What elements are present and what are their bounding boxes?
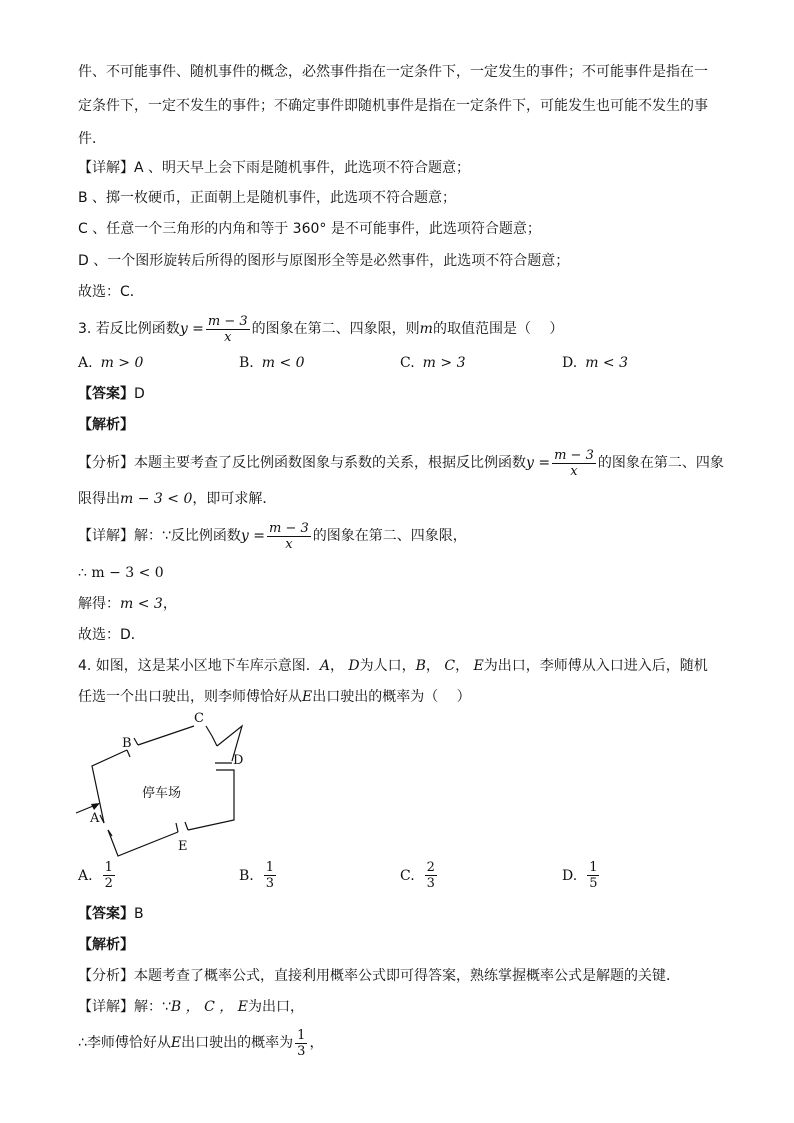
- q4-fenxi-tag: 【分析】: [78, 968, 134, 984]
- q3-option-b-text: m < 0: [261, 355, 305, 371]
- q3-stem-prefix: 3. 若反比例函数: [78, 321, 180, 337]
- parking-lot-outline: [72, 708, 257, 860]
- q3-step2: [78, 594, 177, 614]
- q3-answer: [78, 384, 145, 404]
- q3-answer-value: D: [134, 386, 145, 402]
- q4-final-suffix: ，: [309, 1035, 324, 1051]
- q4-option-a-den: 2: [104, 876, 113, 891]
- gate-a-label: A: [90, 811, 100, 826]
- q4-option-a-frac: [103, 860, 115, 891]
- q3-xiangjie-frac-den: x: [285, 536, 293, 552]
- q4-stem1-c: C: [444, 658, 456, 674]
- q3-answer-tag: 【答案】: [78, 386, 134, 402]
- q3-step2-prefix: 解得：: [78, 596, 120, 612]
- q3-option-c-text: m > 3: [422, 355, 466, 371]
- gate-e-mark-1: [176, 823, 178, 832]
- gate-e-mark-2: [185, 822, 188, 830]
- q4-option-c-den: 3: [426, 876, 435, 891]
- q3-fenxi-frac-den: x: [570, 463, 578, 479]
- q4-option-a-label: A.: [78, 867, 93, 884]
- q4-option-b-den: 3: [265, 876, 275, 891]
- q4-xiangjie-prefix: 解：∵: [134, 999, 171, 1015]
- q4-final-var: E: [170, 1035, 182, 1051]
- q4-option-d-frac: [587, 860, 599, 891]
- gate-b-mark-2: [134, 738, 138, 745]
- detail-a-text: A 、明天早上会下雨是随机事件，此选项不符合题意；: [134, 160, 471, 176]
- q4-final-num: 1: [297, 1027, 306, 1043]
- q4-option-b-frac: [264, 860, 276, 891]
- q4-option-c-num: 2: [426, 860, 435, 875]
- q4-option-d-num: 1: [589, 860, 598, 875]
- q4-stem2-var: E: [302, 689, 313, 705]
- gate-c-label: C: [194, 711, 204, 726]
- q3-fenxi-fraction: [552, 448, 596, 479]
- q3-option-d-text: m < 3: [585, 355, 629, 371]
- q3-fenxi-line2: [78, 489, 276, 509]
- q2-detail-b: B 、掷一枚硬币，正面朝上是随机事件，此选项不符合题意；: [78, 190, 457, 206]
- q3-step2-math: m < 3: [120, 596, 163, 612]
- q4-xiangjie-vars: B ， C ， E: [170, 999, 248, 1015]
- q4-final-prefix: ∴李师傅恰好从: [78, 1035, 171, 1051]
- q4-stem1-d: D: [348, 658, 360, 674]
- q3-frac-den: x: [224, 329, 232, 345]
- q4-option-b-label: B.: [239, 867, 254, 884]
- detail-tag: 【详解】: [78, 160, 134, 176]
- q3-analysis-tag: 【解析】: [78, 417, 134, 433]
- gate-d-label: D: [233, 753, 244, 768]
- q3-option-d: [562, 353, 628, 373]
- q3-step2-suffix: ，: [162, 596, 177, 612]
- q4-fenxi: [78, 966, 680, 986]
- q3-fenxi: [78, 446, 724, 480]
- q3-fenxi-frac-num: m − 3: [554, 447, 594, 463]
- gate-b-label: B: [122, 736, 132, 751]
- q4-answer: [78, 904, 144, 924]
- parking-lot-diagram: [72, 708, 257, 860]
- q3-fenxi-line2-math: m − 3 < 0: [120, 491, 193, 507]
- q4-xiangjie-tag: 【详解】: [78, 999, 134, 1015]
- q4-final-mid: 出口驶出的概率为: [181, 1035, 294, 1051]
- q4-option-d-label: D.: [562, 867, 578, 884]
- q4-answer-value: B: [134, 906, 144, 922]
- q4-answer-tag: 【答案】: [78, 906, 134, 922]
- q4-option-d: [562, 860, 601, 891]
- intro-line-1: 件、不可能事件、随机事件的概念，必然事件指在一定条件下，一定发生的事件；不可能事件是指在一: [78, 64, 708, 80]
- q3-step1: ∴ m − 3 < 0: [78, 565, 164, 581]
- q3-xiangjie-frac-num: m − 3: [269, 520, 309, 536]
- q4-option-b: [239, 860, 278, 891]
- q3-xiangjie: [78, 519, 467, 553]
- q3-option-b: [239, 353, 305, 373]
- q3-formula-y: y =: [179, 321, 204, 337]
- q4-stem1-suffix: 为出口，李师傅从入口进入后，随机: [483, 658, 708, 674]
- wall-right: [188, 770, 234, 830]
- q4-stem1-mid: 为人口，: [359, 658, 416, 674]
- q4-option-c-label: C.: [400, 867, 415, 884]
- q3-fenxi-text1: 本题主要考查了反比例函数图象与系数的关系，根据反比例函数: [134, 455, 526, 471]
- wall-bottom: [108, 830, 178, 856]
- intro-line-3: 件．: [78, 131, 106, 147]
- q4-option-d-den: 5: [589, 876, 598, 891]
- q3-option-c-label: C.: [400, 355, 415, 371]
- q4-analysis-tag: 【解析】: [78, 937, 134, 953]
- q3-frac-num: m − 3: [207, 313, 248, 329]
- q3-choose: 故选：D．: [78, 627, 145, 643]
- wall-top: [138, 726, 194, 745]
- q3-fraction: [206, 314, 250, 345]
- q3-option-c: [400, 353, 466, 373]
- q3-fenxi-text2: 的图象在第二、四象: [597, 455, 724, 471]
- q3-option-b-label: B.: [239, 355, 254, 371]
- q3-fenxi-formula-y: y =: [526, 455, 551, 471]
- q4-option-c: [400, 860, 439, 891]
- q4-fenxi-text: 本题考查了概率公式，直接利用概率公式即可得答案，熟练掌握概率公式是解题的关键．: [134, 968, 680, 984]
- q3-option-a: [78, 353, 143, 373]
- q3-xiangjie-formula-y: y =: [240, 528, 266, 544]
- gate-c-mark: [206, 726, 212, 736]
- q4-option-c-frac: [425, 860, 437, 891]
- q4-stem2-suffix: 出口驶出的概率为（ ）: [312, 689, 471, 705]
- q4-xiangjie-suffix: 为出口，: [247, 999, 304, 1015]
- q3-xiangjie-fraction: [267, 521, 311, 552]
- q3-fenxi-line2-suffix: ，即可求解．: [192, 491, 277, 507]
- q4-final-den: 3: [297, 1043, 306, 1059]
- q4-final-frac: [295, 1028, 307, 1059]
- q3-xiangjie-text1: 解：∵反比例函数: [134, 528, 241, 544]
- q4-stem-line2: [78, 687, 471, 707]
- q2-choose: 故选：C．: [78, 284, 144, 300]
- q4-stem1-e: E: [473, 658, 484, 674]
- wall-c-right-stub: [212, 736, 217, 746]
- q4-stem2-prefix: 任选一个出口驶出，则李师傅恰好从: [78, 689, 302, 705]
- q3-stem-var: m: [419, 321, 433, 337]
- q4-option-a: [78, 860, 117, 891]
- parking-lot-label: 停车场: [142, 786, 182, 801]
- q3-option-d-label: D.: [562, 355, 578, 371]
- gate-b-mark-1: [127, 750, 130, 757]
- q2-detail-a: [78, 158, 470, 178]
- q4-option-a-num: 1: [104, 860, 113, 875]
- gate-e-label: E: [178, 839, 188, 854]
- q4-stem1-a: A: [319, 658, 330, 674]
- q3-xiangjie-text2: 的图象在第二、四象限，: [312, 528, 467, 544]
- q3-option-a-text: m > 0: [100, 355, 144, 371]
- q4-stem1-prefix: 4. 如图，这是某小区地下车库示意图．: [78, 658, 320, 674]
- q3-fenxi-line2-prefix: 限得出: [78, 491, 120, 507]
- q2-detail-c: C 、任意一个三角形的内角和等于 360° 是不可能事件，此选项符合题意；: [78, 221, 541, 237]
- q3-xiangjie-tag: 【详解】: [78, 528, 134, 544]
- q3-option-a-label: A.: [78, 355, 93, 371]
- q4-stem-line1: 4. 如图，这是某小区地下车库示意图．A， D为人口，B， C， E为出口，李师傅从入口进入后，随机: [78, 658, 708, 674]
- q3-stem-suffix: 的取值范围是（ ）: [432, 321, 564, 337]
- q2-detail-d: D 、一个图形旋转后所得的图形与原图形全等是必然事件，此选项不符合题意；: [78, 253, 570, 269]
- q3-fenxi-tag: 【分析】: [78, 455, 134, 471]
- intro-line-2: 定条件下，一定不发生的事件；不确定事件即随机事件是指在一定条件下，可能发生也可能不发生的事: [78, 98, 708, 114]
- q4-option-b-num: 1: [265, 860, 275, 875]
- q3-stem-mid: 的图象在第二、四象限，则: [251, 321, 420, 337]
- q4-stem1-b: B: [415, 658, 426, 674]
- q4-final: [78, 1026, 323, 1060]
- q3-stem: [78, 312, 563, 346]
- q4-xiangjie: [78, 997, 304, 1017]
